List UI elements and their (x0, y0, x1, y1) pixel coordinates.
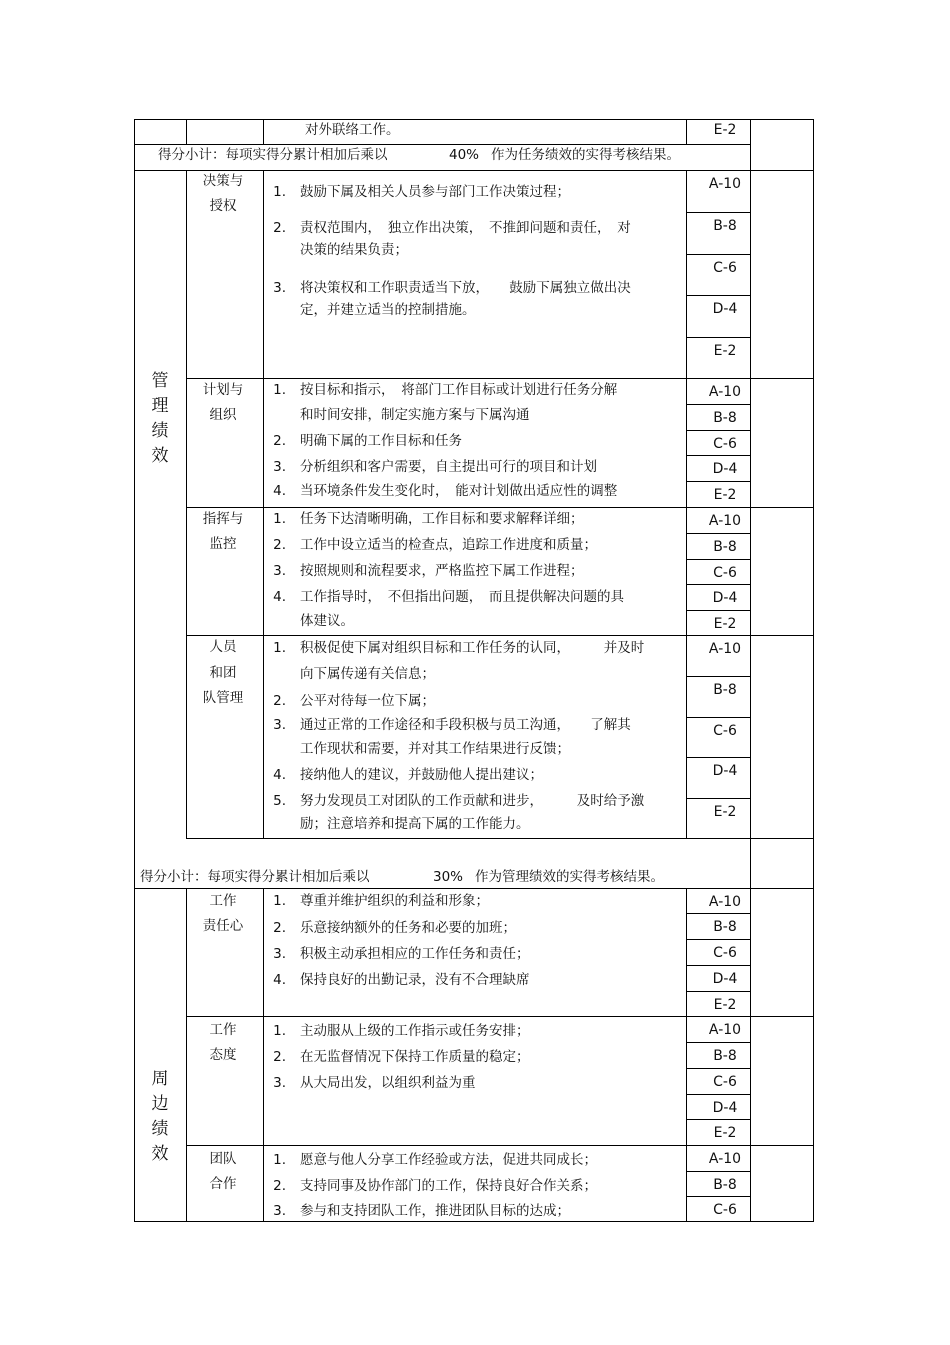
item-text: 将决策权和工作职责适当下放， 鼓励下属独立做出决 (300, 280, 631, 296)
group-label: 态度 (209, 1047, 237, 1063)
grade-cell: E-2 (713, 997, 737, 1013)
group-label: 和团 (209, 665, 237, 681)
grade-cell: D-4 (712, 1100, 738, 1116)
col-divider (263, 170, 264, 838)
item-text: 和时间安排，制定实施方案与下属沟通 (300, 407, 530, 423)
item-number: 1. (273, 1023, 286, 1039)
item-text: 支持同事及协作部门的工作，保持良好合作关系； (300, 1178, 597, 1194)
grade-cell: B-8 (713, 919, 737, 935)
group-label: 合作 (209, 1176, 237, 1192)
group-label: 责任心 (202, 918, 244, 934)
item-number: 1. (273, 511, 286, 527)
item-text: 从大局出发，以组织利益为重 (300, 1075, 476, 1091)
item-text: 励；注意培养和提高下属的工作能力。 (300, 816, 530, 832)
group-label: 团队 (209, 1151, 237, 1167)
item-number: 3. (273, 1203, 286, 1219)
grade-cell: A-10 (708, 1022, 742, 1038)
row-divider (134, 144, 750, 145)
group-label: 工作 (209, 1022, 237, 1038)
item-number: 5. (273, 793, 286, 809)
grade-cell: C-6 (713, 436, 737, 452)
item-number: 2. (273, 220, 286, 236)
item-text: 定，并建立适当的控制措施。 (300, 302, 476, 318)
grade-cell: C-6 (713, 260, 737, 276)
item-number: 3. (273, 280, 286, 296)
group-label: 组织 (209, 407, 237, 423)
item-text: 当环境条件发生变化时， 能对计划做出适应性的调整 (300, 483, 618, 499)
item-number: 2. (273, 693, 286, 709)
grade-cell: D-4 (712, 590, 738, 606)
item-number: 1. (273, 184, 286, 200)
item-text: 接纳他人的建议，并鼓励他人提出建议； (300, 767, 543, 783)
grade-cell: D-4 (712, 763, 738, 779)
item-text: 责权范围内， 独立作出决策， 不推卸问题和责任， 对 (300, 220, 631, 236)
group-label: 人员 (209, 639, 237, 655)
item-number: 3. (273, 946, 286, 962)
grade-cell: B-8 (713, 218, 737, 234)
group-label: 授权 (209, 198, 237, 214)
section-mgmt-char: 管 (151, 371, 169, 391)
grade-cell: C-6 (713, 565, 737, 581)
item-text: 保持良好的出勤记录，没有不合理缺席 (300, 972, 530, 988)
section-periph-char: 周 (151, 1069, 169, 1089)
grade-cell: C-6 (713, 1074, 737, 1090)
item-number: 1. (273, 893, 286, 909)
grade-cell: E-2 (713, 1125, 737, 1141)
grade-cell: D-4 (712, 301, 738, 317)
grade-cell: B-8 (713, 1177, 737, 1193)
item-number: 2. (273, 1049, 286, 1065)
item-text: 体建议。 (300, 613, 354, 629)
item-number: 2. (273, 537, 286, 553)
col-divider (186, 119, 187, 144)
grade-cell: C-6 (713, 945, 737, 961)
item-number: 1. (273, 640, 286, 656)
grade-cell: D-4 (712, 461, 738, 477)
item-text: 努力发现员工对团队的工作贡献和进步， 及时给予激 (300, 793, 645, 809)
col-divider (186, 170, 187, 838)
item-text: 明确下属的工作目标和任务 (300, 433, 462, 449)
item-text: 乐意接纳额外的任务和必要的加班； (300, 920, 516, 936)
item-number: 4. (273, 767, 286, 783)
col-divider (750, 838, 751, 888)
item-text: 鼓励下属及相关人员参与部门工作决策过程； (300, 184, 570, 200)
item-text: 在无监督情况下保持工作质量的稳定； (300, 1049, 530, 1065)
subtotal-mgmt-suffix: 作为管理绩效的实得考核结果。 (475, 869, 664, 885)
grade-cell: B-8 (713, 410, 737, 426)
col-divider (263, 119, 264, 144)
item-text: 分析组织和客户需要，自主提出可行的项目和计划 (300, 459, 597, 475)
item-text: 按目标和指示， 将部门工作目标或计划进行任务分解 (300, 382, 618, 398)
top-row-grade: E-2 (713, 122, 737, 138)
subtotal-mgmt-percent: 30% (433, 869, 464, 885)
item-text: 尊重并维护组织的利益和形象； (300, 893, 489, 909)
item-text: 按照规则和流程要求，严格监控下属工作进程； (300, 563, 584, 579)
item-text: 主动服从上级的工作指示或任务安排； (300, 1023, 530, 1039)
evaluation-table (134, 119, 814, 1222)
section-periph-char: 边 (151, 1094, 169, 1114)
group-label: 决策与 (202, 173, 244, 189)
group-label: 工作 (209, 893, 237, 909)
grade-cell: B-8 (713, 682, 737, 698)
grade-cell: B-8 (713, 1048, 737, 1064)
item-number: 4. (273, 589, 286, 605)
grade-cell: B-8 (713, 539, 737, 555)
grade-cell: A-10 (708, 1151, 742, 1167)
subtotal-task-percent: 40% (449, 147, 480, 163)
item-text: 决策的结果负责； (300, 242, 408, 258)
grade-cell: A-10 (708, 513, 742, 529)
item-text: 工作指导时， 不但指出问题， 而且提供解决问题的具 (300, 589, 624, 605)
col-divider (263, 888, 264, 1221)
table-border-right (813, 119, 814, 1222)
section-periph-char: 效 (151, 1144, 169, 1164)
item-text: 工作中设立适当的检查点，追踪工作进度和质量； (300, 537, 597, 553)
top-row-text: 对外联络工作。 (305, 122, 400, 138)
grade-cell: E-2 (713, 616, 737, 632)
item-text: 积极主动承担相应的工作任务和责任； (300, 946, 530, 962)
table-border-left (134, 119, 135, 1222)
col-divider (186, 888, 187, 1221)
item-text: 参与和支持团队工作，推进团队目标的达成； (300, 1203, 570, 1219)
item-number: 1. (273, 382, 286, 398)
grade-cell: A-10 (708, 894, 742, 910)
item-number: 4. (273, 972, 286, 988)
item-number: 1. (273, 1152, 286, 1168)
section-periph-char: 绩 (151, 1119, 169, 1139)
section-mgmt-char: 效 (151, 446, 169, 466)
item-text: 积极促使下属对组织目标和工作任务的认同， 并及时 (300, 640, 645, 656)
item-number: 3. (273, 563, 286, 579)
group-label: 队管理 (202, 690, 244, 706)
grade-cell: C-6 (713, 1202, 737, 1218)
grade-cell: E-2 (713, 343, 737, 359)
item-number: 3. (273, 717, 286, 733)
item-text: 向下属传递有关信息； (300, 666, 435, 682)
grade-cell: C-6 (713, 723, 737, 739)
grade-cell: E-2 (713, 804, 737, 820)
item-number: 2. (273, 433, 286, 449)
item-text: 愿意与他人分享工作经验或方法，促进共同成长； (300, 1152, 597, 1168)
section-mgmt-char: 绩 (151, 421, 169, 441)
item-number: 2. (273, 920, 286, 936)
subtotal-task-suffix: 作为任务绩效的实得考核结果。 (491, 147, 680, 163)
group-label: 监控 (209, 536, 237, 552)
grade-cell: D-4 (712, 971, 738, 987)
grade-cell: E-2 (713, 487, 737, 503)
item-text: 公平对待每一位下属； (300, 693, 435, 709)
subtotal-task-prefix: 得分小计：每项实得分累计相加后乘以 (158, 147, 388, 163)
group-divider (186, 838, 813, 839)
item-number: 4. (273, 483, 286, 499)
grade-cell: A-10 (708, 176, 742, 192)
grade-cell: A-10 (708, 641, 742, 657)
grade-cell: A-10 (708, 384, 742, 400)
group-label: 计划与 (202, 382, 244, 398)
item-number: 2. (273, 1178, 286, 1194)
section-mgmt-char: 理 (151, 396, 169, 416)
item-text: 通过正常的工作途径和手段积极与员工沟通， 了解其 (300, 717, 631, 733)
item-number: 3. (273, 459, 286, 475)
subtotal-mgmt-prefix: 得分小计：每项实得分累计相加后乘以 (140, 869, 370, 885)
item-text: 工作现状和需要，并对其工作结果进行反馈； (300, 741, 570, 757)
group-label: 指挥与 (202, 511, 244, 527)
item-text: 任务下达清晰明确，工作目标和要求解释详细； (300, 511, 584, 527)
item-number: 3. (273, 1075, 286, 1091)
